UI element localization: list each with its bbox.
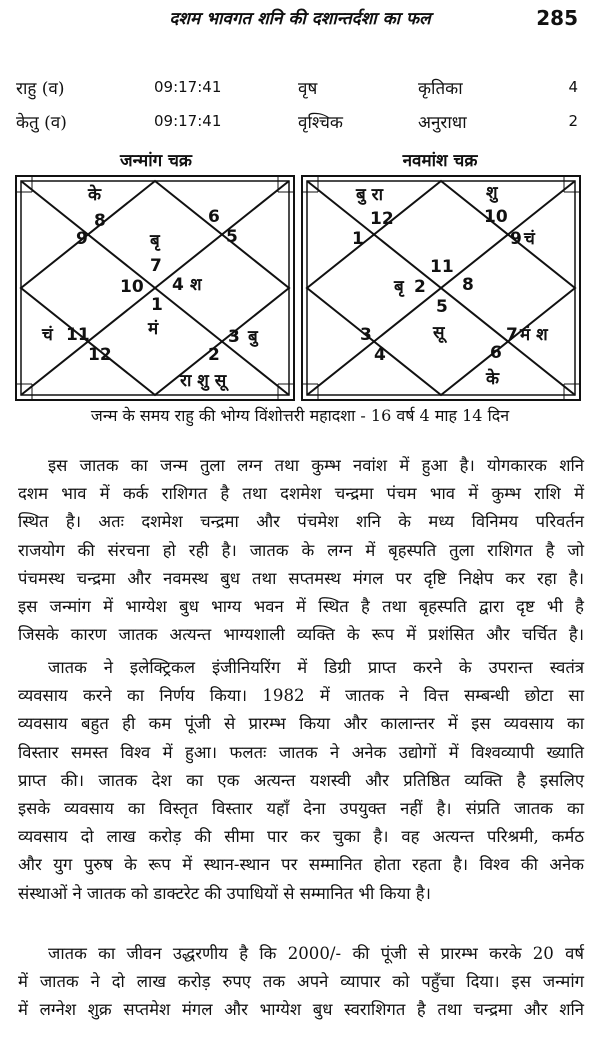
house-number: 12	[370, 209, 394, 229]
planet-name: केतु (व)	[16, 113, 67, 133]
house-number: 6	[490, 343, 502, 363]
janmanga-chart	[14, 174, 296, 402]
house-planet: चं	[42, 325, 53, 345]
house-number: 11	[66, 325, 90, 345]
planet-pada: 2	[568, 112, 578, 130]
house-number: 11	[430, 257, 454, 277]
paragraph-2	[18, 654, 584, 908]
house-planet: के	[88, 185, 102, 205]
text-line: व्यवसाय करने का निर्णय किया। 1982 में जातक ने वित्त सम्बन्धी छोटा सा	[18, 686, 584, 706]
text-line: में जातक ने दो लाख करोड़ रुपए तक अपने व्यापार को पहुँचा दिया। इस जन्मांग	[18, 972, 584, 992]
house-number: 7	[506, 325, 518, 345]
text-line: प्राप्त की। जातक देश का एक अत्यन्त यशस्वी और प्रतिष्ठित व्यक्ति है इसलिए	[18, 770, 584, 790]
house-number: 5	[436, 297, 448, 317]
house-planet: सू	[433, 323, 445, 343]
navamsha-chart	[300, 174, 582, 402]
planet-name: राहु (व)	[16, 79, 65, 99]
house-number: 2	[414, 277, 426, 297]
text-line: इसके व्यवसाय का विस्तृत विस्तार यहाँ देना उपयुक्त नहीं है। संप्रति जातक का	[18, 799, 584, 819]
house-number: 3	[360, 325, 372, 345]
house-number: 8	[462, 275, 474, 295]
text-line: पंचमस्थ चन्द्रमा और नवमस्थ बुध तथा सप्तमस्थ मंगल पर दृष्टि निक्षेप कर रहा है।	[18, 568, 584, 588]
paragraph-3	[18, 940, 584, 1025]
text-line: स्थित है। अतः दशमेश चन्द्रमा और पंचमेश शनि के मध्य विनिमय परिवर्तन	[18, 512, 584, 532]
house-planets: मं श	[520, 325, 548, 345]
text-line: इस जन्मांग में भाग्येश बुध भाग्य भवन में स्थित है तथा बृहस्पति द्वारा दृष्ट भी है	[18, 597, 584, 617]
house-planets: बु रा	[356, 185, 383, 205]
text-line: जिसके कारण जातक अत्यन्त भाग्यशाली व्यक्ति के रूप में प्रशंसित और चर्चित है।	[18, 625, 584, 645]
chart-frame	[302, 176, 580, 400]
house-planet: मं	[148, 319, 159, 339]
planet-nakshatra: अनुराधा	[418, 113, 467, 133]
house-planet: बृ	[150, 231, 160, 251]
house-number: 1	[151, 295, 163, 315]
text-line: विस्तार समस्त विश्व में हुआ। फलतः जातक ने अनेक उद्योगों में विश्वव्यापी ख्याति	[18, 742, 584, 762]
text-line: और युग पुरुष के रूप में स्थान-स्थान पर सम्मानित होता रहता है। विश्व की अनेक	[18, 855, 584, 875]
house-number: 2	[208, 345, 220, 365]
text-line: में लग्नेश शुक्र सप्तमेश मंगल और भाग्येश बुध स्वराशिगत है तथा चन्द्रमा और शनि	[18, 1000, 584, 1020]
text-line: दशम भाव में कर्क राशिगत है तथा दशमेश चन्द्रमा पंचम भाव में कुम्भ राशि में	[18, 484, 584, 504]
house-number: 12	[88, 345, 112, 365]
planet-nakshatra: कृतिका	[418, 79, 463, 99]
house-planet: के	[486, 369, 500, 389]
house-number: 9	[510, 229, 522, 249]
planet-pada: 4	[568, 78, 578, 96]
house-number: 3	[228, 327, 240, 347]
house-number: 10	[120, 277, 144, 297]
house-number: 6	[208, 207, 220, 227]
page-number: 285	[536, 6, 578, 30]
dasha-caption: जन्म के समय राहु की भोग्य विंशोत्तरी महादशा - 16 वर्ष 4 माह 14 दिन	[90, 406, 510, 425]
text-line: व्यवसाय दो लाख करोड़ की सीमा पार कर चुका है। वह अत्यन्त परिश्रमी, कर्मठ	[18, 827, 584, 847]
planet-degree: 09:17:41	[154, 78, 222, 96]
house-number: 1	[352, 229, 364, 249]
planet-row-rahu	[16, 76, 586, 102]
house-number: 10	[484, 207, 508, 227]
navamsha-chart-title: नवमांश चक्र	[402, 151, 478, 171]
house-planet: श	[190, 275, 202, 295]
text-line: व्यवसाय बहुत ही कम पूंजी से प्रारम्भ किया और कालान्तर में इस व्यवसाय का	[18, 714, 584, 734]
chart-frame	[16, 176, 294, 400]
text-line: जातक ने इलेक्ट्रिकल इंजीनियरिंग में डिग्री प्राप्त करने के उपरान्त स्वतंत्र	[48, 658, 584, 677]
house-number: 9	[76, 229, 88, 249]
house-planet: रा शु सू	[180, 371, 227, 391]
planet-rashi: वृष	[298, 79, 318, 99]
house-number: 4	[374, 345, 386, 365]
house-number: 5	[226, 227, 238, 247]
house-planet: चं	[524, 229, 535, 249]
house-number: 8	[94, 211, 106, 231]
text-line: जातक का जीवन उद्धरणीय है कि 2000/- की पूंजी से प्रारम्भ करके 20 वर्ष	[48, 944, 584, 963]
house-number: 7	[150, 256, 162, 276]
chapter-title: दशम भावगत शनि की दशान्तर्दशा का फल	[169, 9, 431, 29]
text-line: राजयोग की संरचना हो रही है। जातक के लग्न में बृहस्पति तुला राशिगत है जो	[18, 540, 584, 560]
text-line: संस्थाओं ने जातक को डाक्टरेट की उपाधियों से सम्मानित भी किया है।	[18, 883, 431, 903]
house-number: 4	[172, 275, 184, 295]
janmanga-chart-title: जन्मांग चक्र	[120, 151, 192, 171]
text-line: इस जातक का जन्म तुला लग्न तथा कुम्भ नवांश में हुआ है। योगकारक शनि	[48, 456, 584, 475]
planet-degree: 09:17:41	[154, 112, 222, 130]
house-planet: शु	[486, 183, 498, 203]
planet-row-ketu	[16, 110, 586, 136]
house-planet: बृ	[394, 277, 404, 297]
planet-rashi: वृश्चिक	[298, 113, 343, 133]
house-planet: बु	[248, 327, 258, 347]
paragraph-1	[18, 452, 584, 649]
